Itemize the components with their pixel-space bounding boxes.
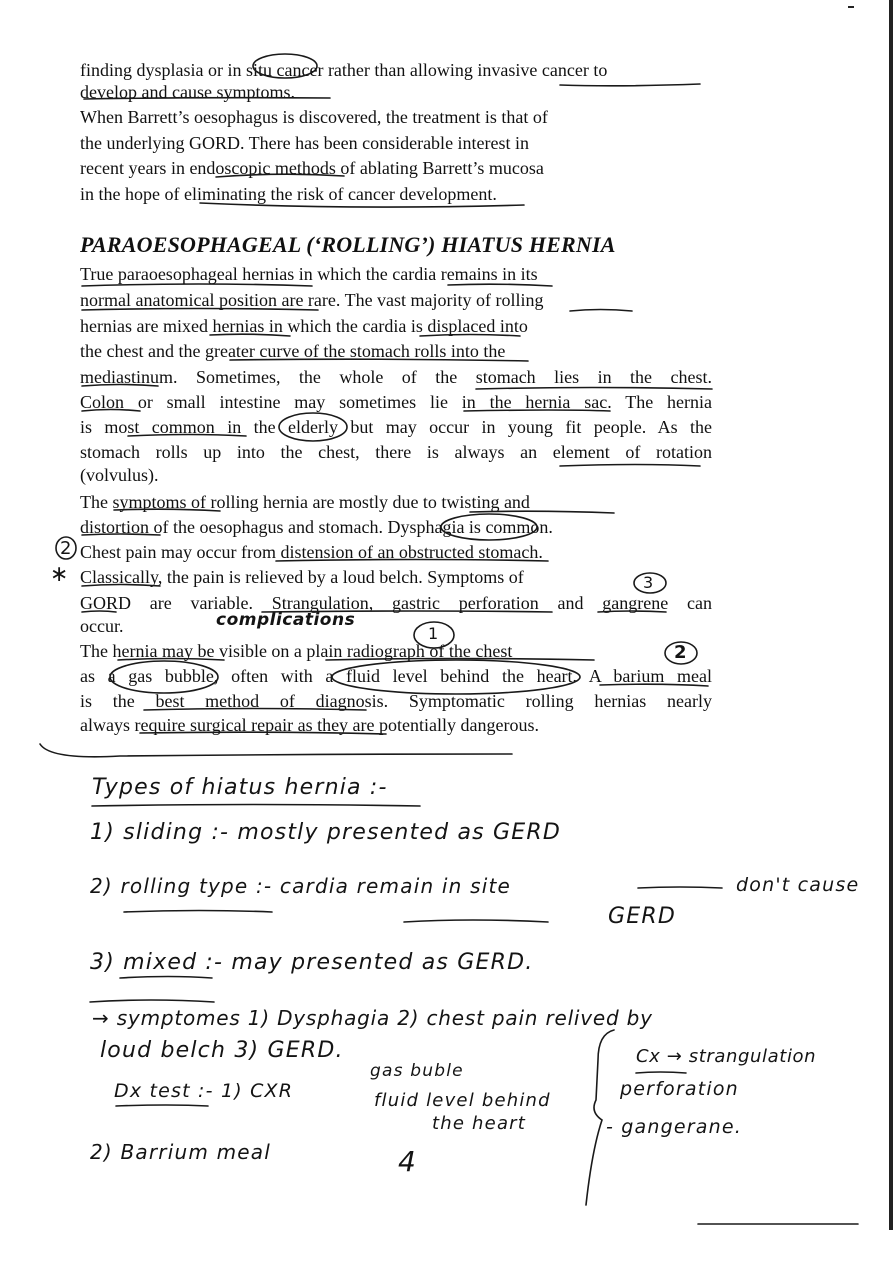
handwritten-complications: complications [216, 610, 356, 630]
underline-note-title [92, 805, 420, 807]
note-symptoms: → symptomes 1) Dysphagia 2) chest pain relived by [92, 1006, 653, 1030]
note-perforation: perforation [620, 1078, 739, 1100]
text-line-3: When Barrett’s oesophagus is discovered, the treatment is that of [80, 107, 548, 127]
body-line-19: always require surgical repair as they are potentially dangerous. [80, 715, 539, 735]
scan-edge-shadow [889, 0, 893, 1230]
circled-number-1: 1 [428, 624, 439, 643]
note-symptoms-2: loud belch 3) GERD. [100, 1038, 344, 1063]
body-line-8: stomach rolls up into the chest, there is always an element of rotation [80, 442, 712, 462]
margin-number-2: 2 [60, 538, 72, 559]
body-line-2: normal anatomical position are rare. The vast majority of rolling [80, 290, 544, 310]
note-title: Types of hiatus hernia :- [92, 775, 388, 800]
body-line-11: distortion of the oesophagus and stomach. Dysphagia is common. [80, 517, 553, 537]
body-line-1: True paraoesophageal hernias in which the cardia remains in its [80, 264, 538, 284]
note-four: 4 [398, 1145, 418, 1178]
body-line-10: The symptoms of rolling hernia are mostly due to twisting and [80, 492, 530, 512]
underline-dx [116, 1105, 208, 1106]
underline-mixed-note [120, 977, 212, 979]
note-dx: Dx test :- 1) CXR [114, 1080, 294, 1102]
body-line-17: as a gas bubble, often with a fluid level behind the heart. A barium meal [80, 666, 712, 686]
circled-number-3: 3 [643, 573, 654, 592]
text-line-4: the underlying GORD. There has been considerable interest in [80, 133, 530, 153]
text-line-2: develop and cause symptoms. [80, 82, 295, 102]
body-line-7: is most common in the elderly but may occur in young fit people. As the [80, 417, 712, 437]
note-rolling-gerd: GERD [608, 904, 676, 929]
note-barium: 2) Barrium meal [90, 1140, 271, 1164]
note-heart: the heart [432, 1113, 527, 1134]
printed-text [80, 0, 720, 760]
note-gas-bubble: gas buble [370, 1061, 464, 1081]
body-line-5: mediastinum. Sometimes, the whole of the stomach lies in the chest. [80, 367, 712, 387]
body-line-15: occur. [80, 616, 124, 636]
circled-number-2: 2 [674, 642, 687, 663]
underline-rolling-type [124, 911, 272, 913]
body-line-14: GORD are variable. Strangulation, gastric perforation and gangrene can [80, 593, 712, 613]
underline-cx [636, 1072, 686, 1073]
note-complications: Cx → strangulation [636, 1046, 817, 1067]
strike-causes [638, 887, 722, 888]
margin-star: ∗ [50, 562, 69, 587]
section-heading: PARAOESOPHAGEAL (‘ROLLING’) HIATUS HERNIA [80, 232, 616, 257]
strike-hiatus [404, 920, 548, 922]
underline-symptoms-note [90, 1000, 214, 1002]
note-rolling-cause: don't cause [736, 874, 860, 896]
note-rolling: 2) rolling type :- cardia remain in site [90, 874, 511, 898]
body-line-3: hernias are mixed hernias in which the cardia is displaced into [80, 316, 528, 336]
note-mixed: 3) mixed :- may presented as GERD. [90, 950, 534, 975]
note-gangrene: - gangerane. [606, 1116, 743, 1138]
text-line-5: recent years in endoscopic methods of ablating Barrett’s mucosa [80, 158, 544, 178]
body-line-16: The hernia may be visible on a plain radiograph of the chest [80, 641, 513, 661]
body-line-6: Colon or small intestine may sometimes lie in the hernia sac. The hernia [80, 392, 712, 412]
body-line-18: is the best method of diagnosis. Symptomatic rolling hernias nearly [80, 691, 712, 711]
body-line-12: Chest pain may occur from distension of an obstructed stomach. [80, 542, 543, 562]
scan-corner-mark [848, 6, 854, 8]
body-line-13: Classically, the pain is relieved by a loud belch. Symptoms of [80, 567, 524, 587]
note-fluid-level: fluid level behind [374, 1090, 551, 1111]
text-line-1: finding dysplasia or in situ cancer rather than allowing invasive cancer to [80, 60, 608, 80]
note-sliding: 1) sliding :- mostly presented as GERD [90, 820, 562, 845]
body-line-4: the chest and the greater curve of the stomach rolls into the [80, 341, 506, 361]
body-line-9: (volvulus). [80, 465, 159, 485]
text-line-6: in the hope of eliminating the risk of cancer development. [80, 184, 497, 204]
